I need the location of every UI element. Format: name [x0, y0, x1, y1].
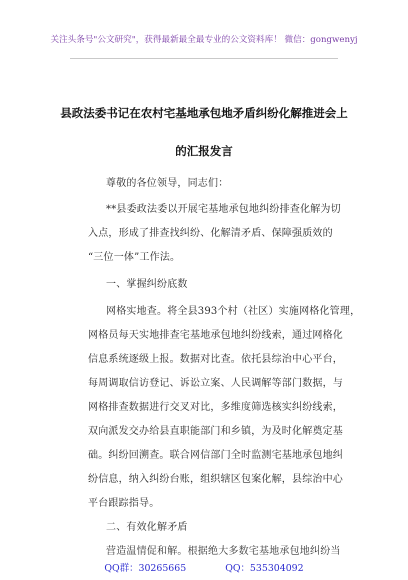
- intro-line: “三位一体”工作法。: [88, 252, 181, 263]
- paragraph-line: 营造温情促和解。根据绝大多数宅基地承包地纠纷当: [106, 546, 341, 557]
- footer-qq-group: QQ群：30265665: [104, 563, 187, 574]
- header-divider: [70, 58, 338, 59]
- section-heading: 一、掌握纠纷底数: [106, 279, 188, 290]
- paragraph-line: 础。纠纷回溯查。联合网信部门全时监测宅基地承包地纠: [88, 450, 343, 461]
- paragraph-line: 网格员每天实地排查宅基地承包地纠纷线索，通过网格化: [88, 330, 343, 341]
- document-title-line-2: 的汇报发言: [175, 144, 233, 158]
- footer-qq: QQ：535304092: [225, 563, 304, 574]
- paragraph-line: 网格实地查。将全县393个村（社区）实施网格化管理，: [106, 306, 361, 317]
- paragraph-line: 每周调取信访登记、诉讼立案、人民调解等部门数据，与: [88, 378, 343, 389]
- document-title-line-1: 县政法委书记在农村宅基地承包地矛盾纠纷化解推进会上: [60, 106, 348, 120]
- section-heading: 二、有效化解矛盾: [106, 522, 188, 533]
- paragraph-line: 信息系统逐级上报。数据对比查。依托县综治中心平台，: [88, 354, 343, 365]
- paragraph-line: 双向派发交办给县直职能部门和乡镇，为及时化解奠定基: [88, 426, 343, 437]
- page-footer: [0, 560, 408, 574]
- greeting: 尊敬的各位领导，同志们：: [106, 178, 229, 189]
- paragraph-line: 网格排查数据进行交叉对比，多维度筛选核实纠纷线索，: [88, 402, 343, 413]
- paragraph-line: 纷信息，纳入纠纷台账，组织辖区包案化解，县综治中心: [88, 474, 343, 485]
- header-promo-text: 关注头条号"公文研究"，获得最新最全最专业的公文资料库！ 微信：gongwenyj: [50, 35, 358, 45]
- page-header: [0, 0, 408, 62]
- intro-line: **县委政法委以开展宅基地承包地纠纷排查化解为切: [106, 204, 341, 215]
- intro-line: 入点，形成了排查找纠纷、化解清矛盾、保障强质效的: [88, 228, 333, 239]
- paragraph-line: 平台跟踪指导。: [88, 498, 160, 509]
